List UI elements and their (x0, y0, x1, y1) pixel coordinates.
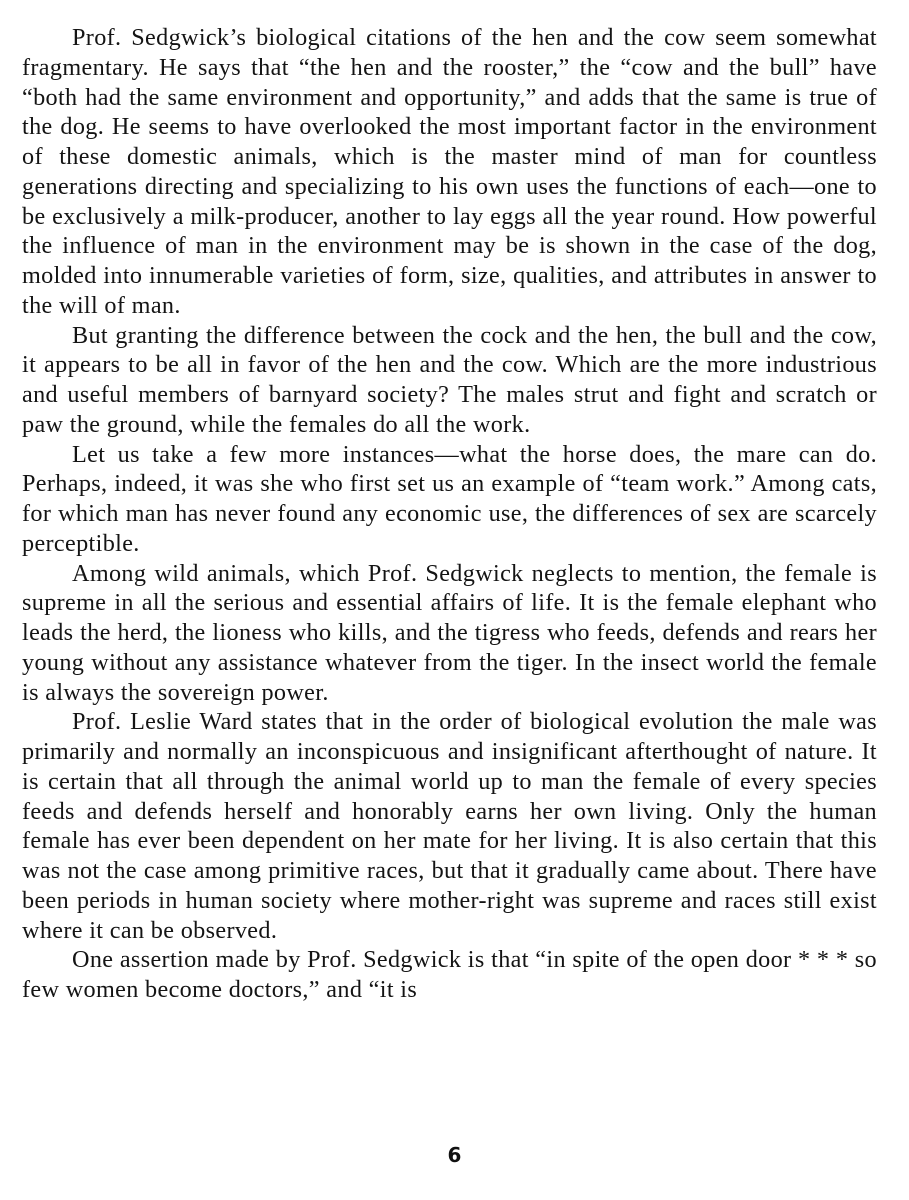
paragraph-4: Among wild animals, which Prof. Sedgwick neglects to mention, the female is supreme in all the serious and essential affairs of life. It is the female elephant who leads the herd, the lioness who kills, and the tigress who feeds, defends and rears her young without any assistance whatever from the tiger. In the insect world the female is always the sovereign power. (22, 559, 877, 706)
body-text (22, 23, 877, 1005)
paragraph-6: One assertion made by Prof. Sedgwick is that “in spite of the open door * * * so few women become doctors,” and “it is (22, 946, 877, 1003)
paragraph-5: Prof. Leslie Ward states that in the order of biological evolution the male was primarily and normally an inconspicuous and insignificant afterthought of nature. It is certain that all through the animal world up to man the female of every species feeds and defends herself and honorably earns her own living. Only the human female has ever been dependent on her mate for her living. It is also certain that this was not the case among primitive races, but that it gradually came about. There have been periods in human society where mother-right was supreme and races still exist where it can be observed. (22, 708, 877, 944)
paragraph-3: Let us take a few more instances—what the horse does, the mare can do. Perhaps, indeed, it was she who first set us an example of “team work.” Among cats, for which man has never found any economic use, the differences of sex are scarcely perceptible. (22, 440, 877, 557)
paragraph-1: Prof. Sedgwick’s biological citations of the hen and the cow seem somewhat fragmentary. He says that “the hen and the rooster,” the “cow and the bull” have “both had the same environment and opportunity,” and adds that the same is true of the dog. He seems to have overlooked the most important factor in the environment of these domestic animals, which is the master mind of man for countless generations directing and specializing to his own uses the functions of each—one to be exclusively a milk-producer, another to lay eggs all the year round. How powerful the influence of man in the environment may be is shown in the case of the dog, molded into innumerable varieties of form, size, qualities, and attributes in answer to the will of man. (22, 24, 877, 319)
page-number: 6 (447, 1143, 462, 1167)
paragraph-2: But granting the difference between the cock and the hen, the bull and the cow, it appears to be all in favor of the hen and the cow. Which are the more industrious and useful members of barnyard society? The males strut and fight and scratch or paw the ground, while the females do all the work. (22, 321, 877, 438)
